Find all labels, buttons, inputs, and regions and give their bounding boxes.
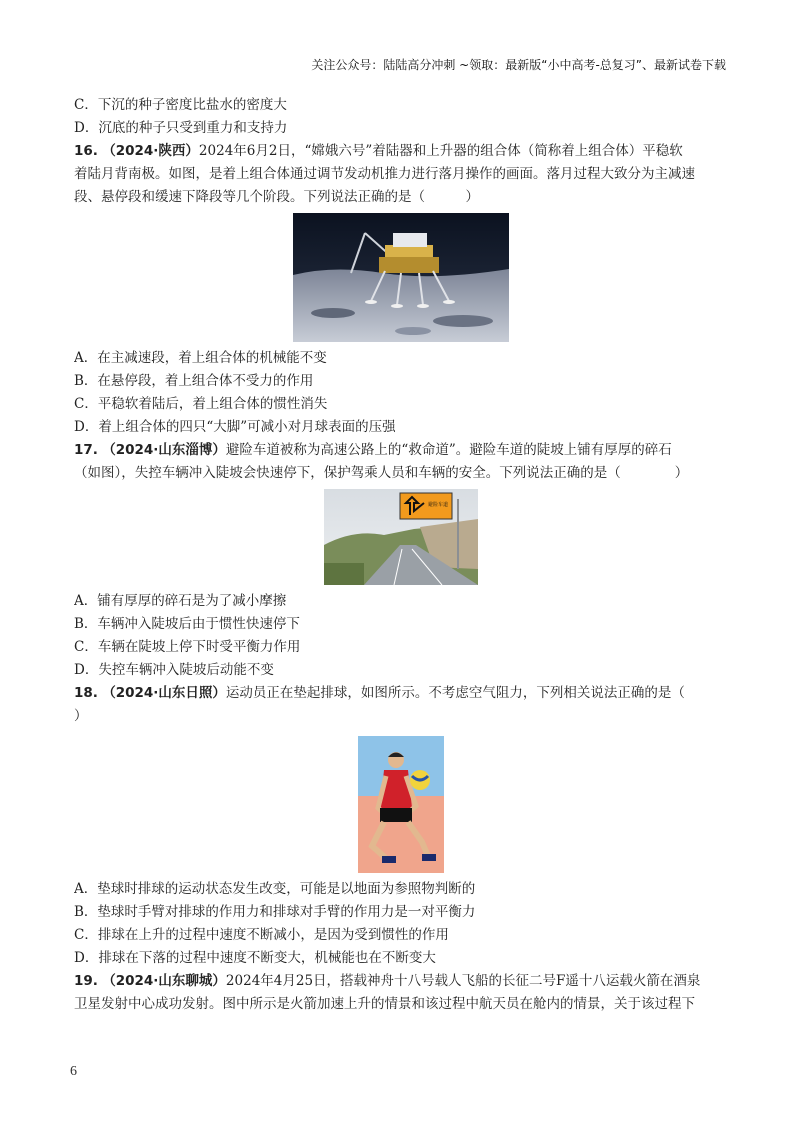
- question-17-option-a: A．铺有厚厚的碎石是为了减小摩擦: [74, 593, 287, 609]
- question-number: 17.: [74, 442, 98, 458]
- question-19-stem-line1: [74, 970, 728, 993]
- question-18-stem-line2: ）: [74, 708, 88, 724]
- question-19-stem-line2: 卫星发射中心成功发射。图中所示是火箭加速上升的情景和该过程中航天员在舱内的情景，关于该过程下: [74, 996, 695, 1012]
- page-header: 关注公众号：陆陆高分冲刺 ~领取：最新版“小中高考-总复习”、最新试卷下载: [311, 58, 726, 72]
- question-stem-text: 运动员正在垫起排球，如图所示。不考虑空气阻力，下列相关说法正确的是（: [225, 685, 685, 701]
- question-source: （2024·陕西）: [102, 143, 199, 159]
- question-16-stem-line1: [74, 140, 728, 163]
- question-16: [74, 140, 728, 439]
- question-stem-text: 2024年4月25日，搭载神舟十八号载人飞船的长征二号F遥十八运载火箭在酒泉: [225, 973, 701, 989]
- question-16-option-c: C．平稳软着陆后，着上组合体的惯性消失: [74, 396, 328, 412]
- question-18-option-d: D．排球在下落的过程中速度不断变大，机械能也在不断变大: [74, 950, 436, 966]
- escape-ramp-sign-text: 避险车道: [428, 502, 449, 508]
- question-17-option-b: B．车辆冲入陡坡后由于惯性快速停下: [74, 616, 300, 632]
- question-16-option-d: D．着上组合体的四只“大脚”可减小对月球表面的压强: [74, 419, 396, 435]
- question-18-stem-line1: [74, 682, 728, 705]
- question-17-stem-line2: （如图），失控车辆冲入陡坡会快速停下，保护驾乘人员和车辆的安全。下列说法正确的是（ ）: [74, 465, 689, 481]
- question-17-option-d: D．失控车辆冲入陡坡后动能不变: [74, 662, 274, 678]
- question-16-option-a: A．在主减速段，着上组合体的机械能不变: [74, 350, 327, 366]
- volleyball-player-photo: [358, 736, 444, 873]
- question-18: [74, 682, 728, 970]
- question-17: [74, 439, 728, 682]
- prev-option-c: C．下沉的种子密度比盐水的密度大: [74, 97, 287, 113]
- escape-ramp-photo: [324, 489, 478, 585]
- question-18-option-b: B．垫球时手臂对排球的作用力和排球对手臂的作用力是一对平衡力: [74, 904, 476, 920]
- question-source: （2024·山东日照）: [102, 685, 226, 701]
- question-stem-text: 2024年6月2日，“嫦娥六号”着陆器和上升器的组合体（简称着上组合体）平稳软: [198, 143, 683, 159]
- question-number: 19.: [74, 973, 98, 989]
- question-18-option-a: A．垫球时排球的运动状态发生改变，可能是以地面为参照物判断的: [74, 881, 476, 897]
- question-stem-text: 避险车道被称为高速公路上的“救命道”。避险车道的陡坡上铺有厚厚的碎石: [225, 442, 672, 458]
- question-16-stem-line3: 段、悬停段和缓速下降段等几个阶段。下列说法正确的是（ ）: [74, 189, 479, 205]
- question-16-stem-line2: 着陆月背南极。如图，是着上组合体通过调节发动机推力进行落月操作的画面。落月过程大致分为主减速: [74, 166, 695, 182]
- question-number: 16.: [74, 143, 98, 159]
- question-16-option-b: B．在悬停段，着上组合体不受力的作用: [74, 373, 314, 389]
- question-number: 18.: [74, 685, 98, 701]
- page-number: 6: [70, 1064, 77, 1079]
- lunar-lander-photo: [293, 213, 509, 342]
- question-17-option-c: C．车辆在陡坡上停下时受平衡力作用: [74, 639, 301, 655]
- question-source: （2024·山东淄博）: [102, 442, 226, 458]
- page-content: [74, 94, 728, 1016]
- question-18-option-c: C．排球在上升的过程中速度不断减小，是因为受到惯性的作用: [74, 927, 449, 943]
- question-19: [74, 970, 728, 1016]
- question-source: （2024·山东聊城）: [102, 973, 226, 989]
- prev-option-d: D．沉底的种子只受到重力和支持力: [74, 120, 288, 136]
- question-17-stem-line1: [74, 439, 728, 462]
